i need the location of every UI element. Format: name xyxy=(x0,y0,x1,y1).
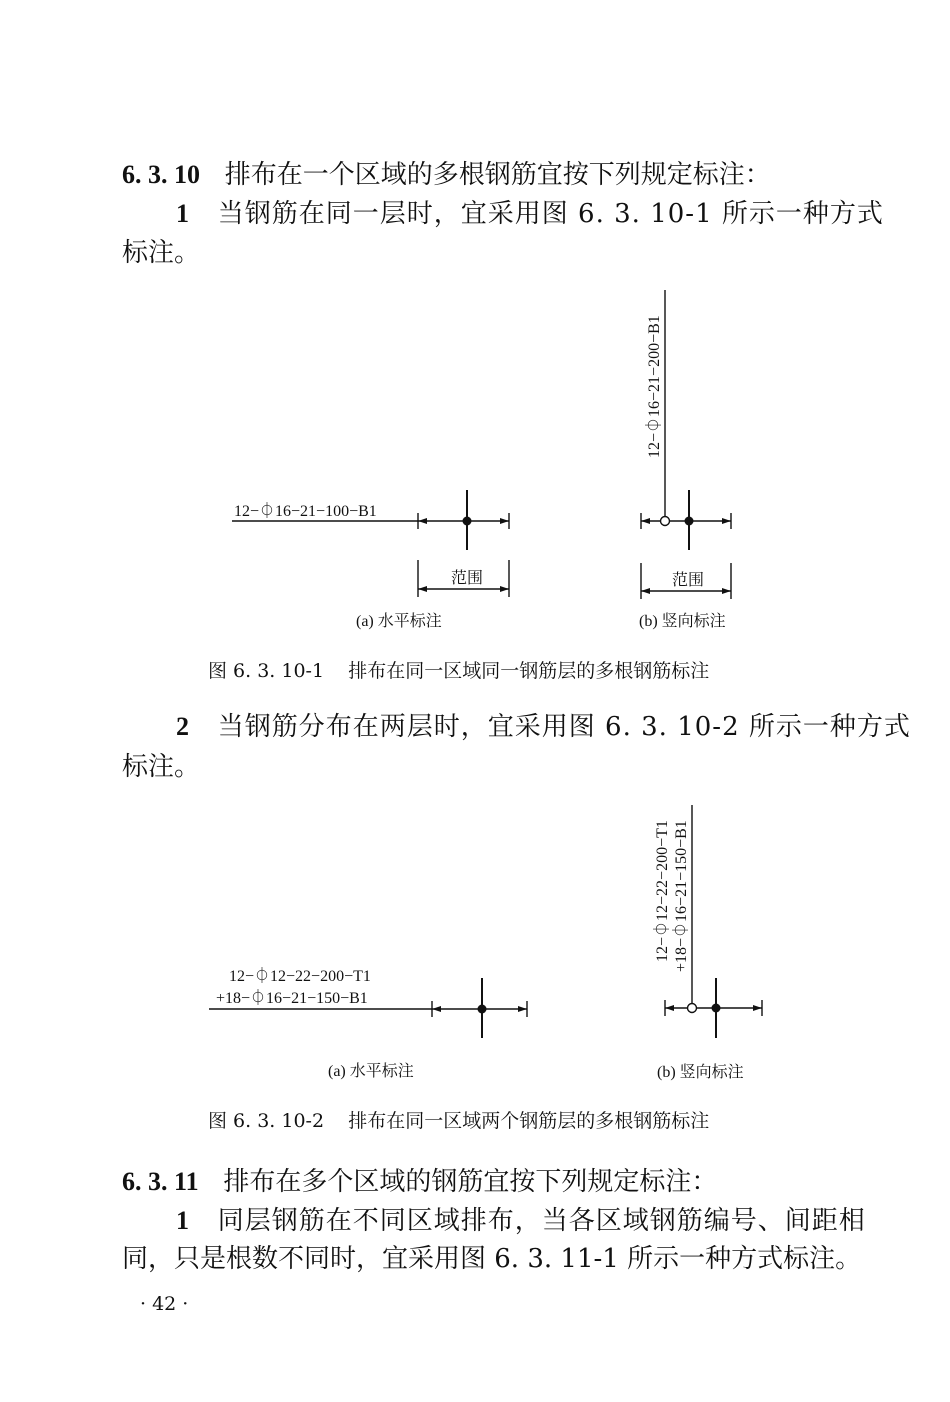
caption-text: 排布在同一区域同一钢筋层的多根钢筋标注 xyxy=(348,660,710,682)
page-number: · 42 · xyxy=(140,1293,189,1315)
item-1-611-line-2: 同，只是根数不同时，宜采用图 6. 3. 11-1 所示一种方式标注。 xyxy=(122,1244,862,1274)
item-number: 1 xyxy=(176,199,190,228)
leader-ring-b2 xyxy=(688,1004,697,1013)
range-label-a: 范围 xyxy=(451,570,484,587)
subcaption-b: (b) 竖向标注 xyxy=(639,613,726,630)
rebar-dot-b2 xyxy=(712,1004,721,1013)
section-title: 排布在一个区域的多根钢筋宜按下列规定标注： xyxy=(224,160,771,190)
label-b2-line2: +18−⏀16−21−150−B1 xyxy=(673,820,690,972)
label-a2-line2: +18−⏀16−21−150−B1 xyxy=(216,990,368,1007)
item-2-line-2: 标注。 xyxy=(122,752,201,782)
section-number: 6. 3. 10 xyxy=(122,160,200,189)
section-heading-6-3-11 xyxy=(122,1167,717,1197)
item-number: 1 xyxy=(176,1206,190,1235)
subcaption-b2: (b) 竖向标注 xyxy=(657,1064,744,1081)
range-label-b: 范围 xyxy=(672,572,705,589)
section-number: 6. 3. 11 xyxy=(122,1167,199,1196)
item-1-611-line-1 xyxy=(176,1206,866,1236)
section-title: 排布在多个区域的钢筋宜按下列规定标注： xyxy=(223,1167,718,1197)
caption-number: 图 6. 3. 10-1 xyxy=(208,660,325,682)
item-1-line-2: 标注。 xyxy=(122,238,201,268)
label-b2-line1: 12−⏀12−22−200−T1 xyxy=(654,820,671,962)
subcaption-a2: (a) 水平标注 xyxy=(328,1063,414,1080)
caption-number: 图 6. 3. 10-2 xyxy=(208,1110,325,1132)
item-number: 2 xyxy=(176,712,190,741)
subcaption-a: (a) 水平标注 xyxy=(356,613,442,630)
label-a: 12−⏀16−21−100−B1 xyxy=(234,503,377,520)
label-a2-line1: 12−⏀12−22−200−T1 xyxy=(229,968,371,985)
rebar-dot-a2 xyxy=(478,1005,487,1014)
label-b: 12−⏀16−21−200−B1 xyxy=(646,315,663,458)
figure-caption-2 xyxy=(208,1106,709,1133)
caption-text: 排布在同一区域两个钢筋层的多根钢筋标注 xyxy=(348,1110,710,1132)
item-text: 当钢筋在同一层时，宜采用图 6. 3. 10-1 所示一种方式 xyxy=(217,199,884,229)
item-text: 同层钢筋在不同区域排布，当各区域钢筋编号、间距相 xyxy=(217,1206,866,1236)
item-text: 当钢筋分布在两层时，宜采用图 6. 3. 10-2 所示一种方式 xyxy=(217,712,911,742)
